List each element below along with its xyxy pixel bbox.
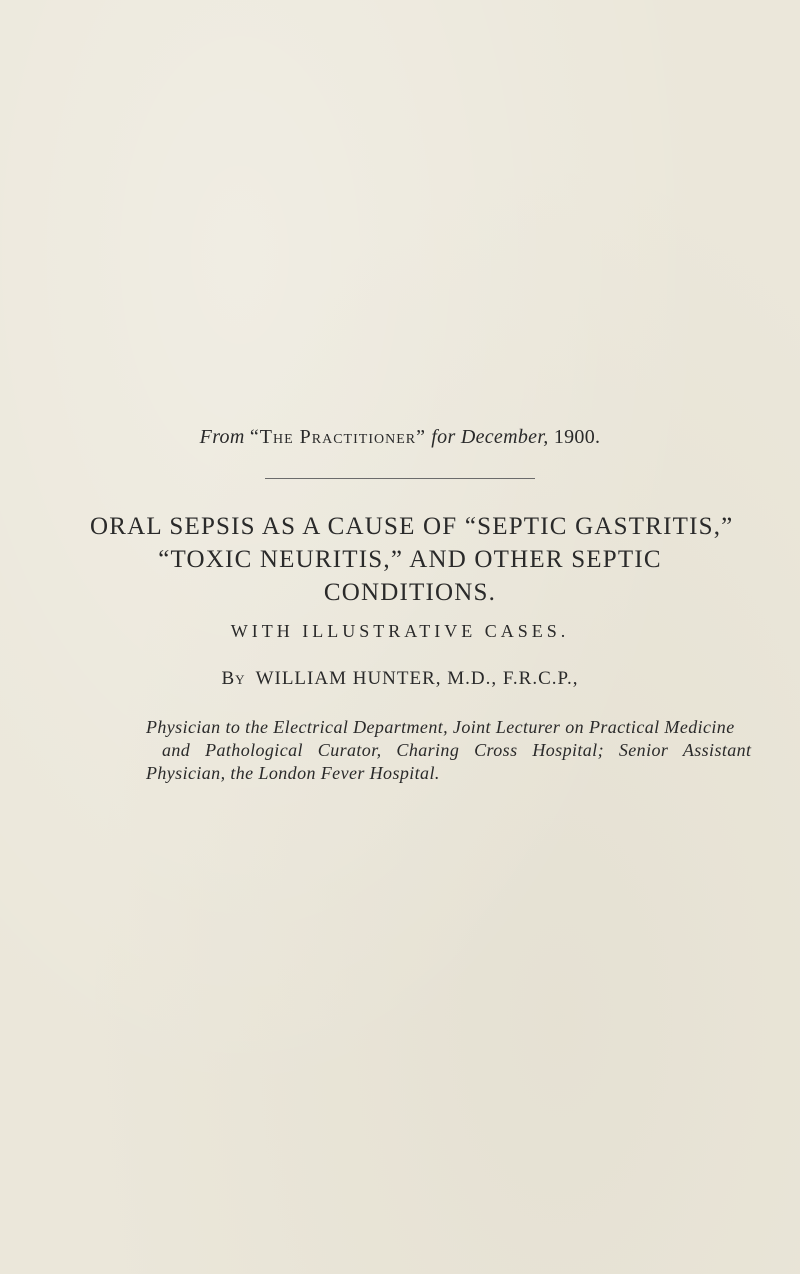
affiliation-line-3: Physician, the London Fever Hospital. — [146, 763, 440, 783]
source-journal: “The Practitioner” — [249, 426, 426, 448]
author-name: WILLIAM HUNTER, M.D., F.R.C.P., — [255, 668, 579, 689]
affiliation-line-1: Physician to the Electrical Department, Joint Lecturer on Practical Medicine — [146, 717, 735, 737]
source-year: 1900. — [553, 426, 601, 448]
source-for: for December, — [431, 426, 549, 448]
article-title — [90, 510, 734, 609]
affiliation-line-2: and Pathological Curator, Charing Cross Hospital; Senior Assistant — [162, 740, 752, 760]
title-line-3: CONDITIONS. — [323, 579, 497, 606]
divider-rule — [265, 478, 535, 479]
article-subtitle: WITH ILLUSTRATIVE CASES. — [230, 621, 570, 641]
title-line-2: “TOXIC NEURITIS,” AND OTHER SEPTIC — [158, 546, 662, 573]
author-affiliation — [146, 716, 752, 785]
source-from: From — [199, 426, 245, 448]
byline-by: By — [221, 668, 246, 689]
title-line-1: ORAL SEPSIS AS A CAUSE OF “SEPTIC GASTRITIS,” — [90, 513, 734, 540]
source-line — [0, 426, 800, 449]
byline — [0, 668, 800, 690]
